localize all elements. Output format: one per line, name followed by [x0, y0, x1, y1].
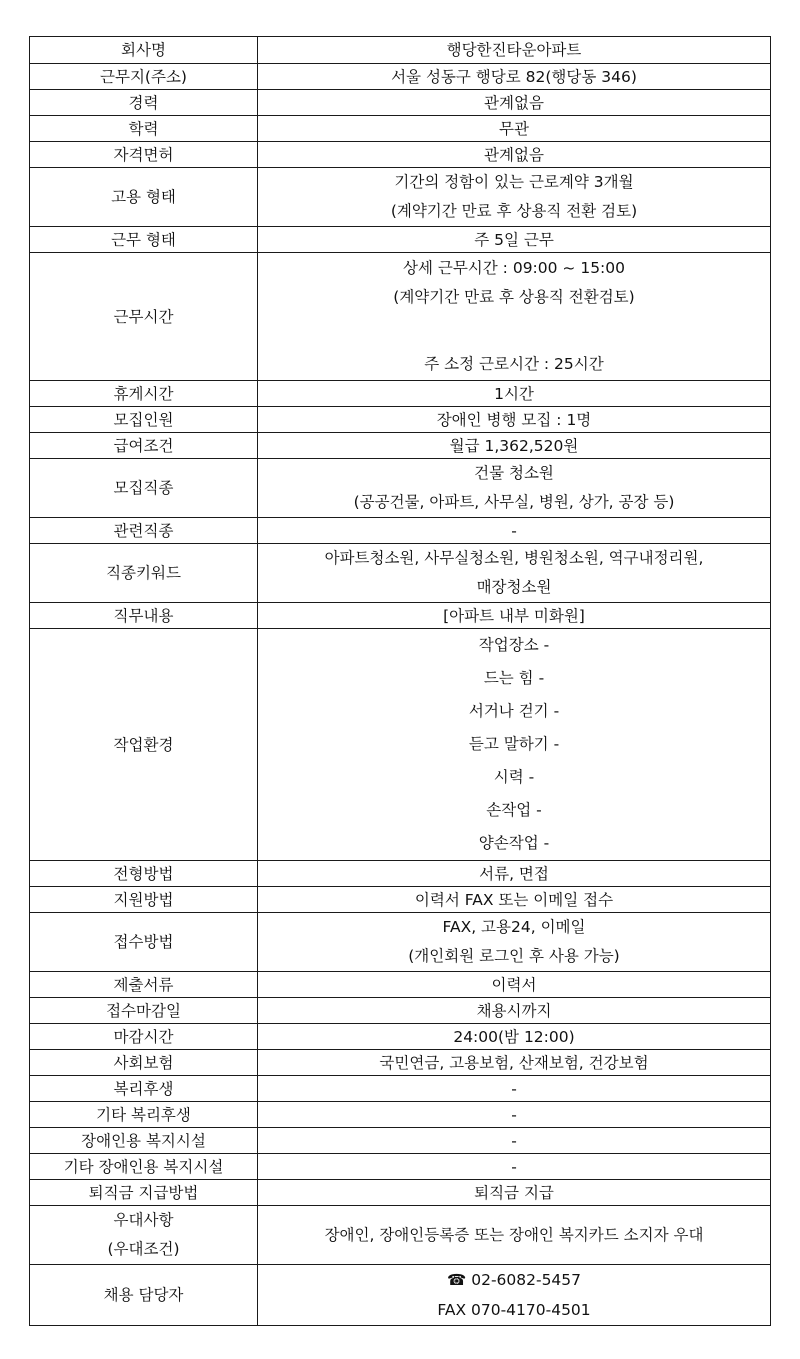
table-row: [30, 227, 771, 253]
blank-line: [262, 312, 766, 350]
value-line: 듣고 말하기 -: [468, 735, 560, 753]
row-label: 모집직종: [30, 459, 258, 518]
row-label: 근무지(주소): [30, 64, 258, 90]
row-value: 장애인 병행 모집 : 1명: [258, 407, 771, 433]
row-label: 채용 담당자: [30, 1265, 258, 1326]
label-line: 우대사항: [113, 1211, 174, 1229]
table-row: [30, 544, 771, 603]
row-label: 제출서류: [30, 972, 258, 998]
contact-phone-line: [262, 1265, 766, 1295]
table-row: [30, 913, 771, 972]
row-label: 기타 복리후생: [30, 1102, 258, 1128]
value-line: FAX, 고용24, 이메일: [442, 918, 586, 936]
row-label: 자격면허: [30, 142, 258, 168]
row-value: 이력서: [258, 972, 771, 998]
row-label: 접수방법: [30, 913, 258, 972]
row-value: [258, 913, 771, 972]
table-row: [30, 1206, 771, 1265]
row-value: 24:00(밤 12:00): [258, 1024, 771, 1050]
table-row: [30, 998, 771, 1024]
row-value: 무관: [258, 116, 771, 142]
table-row: [30, 168, 771, 227]
row-value: [258, 629, 771, 861]
table-row: [30, 1050, 771, 1076]
row-value: 서울 성동구 행당로 82(행당동 346): [258, 64, 771, 90]
row-value: 행당한진타운아파트: [258, 37, 771, 64]
row-label: 회사명: [30, 37, 258, 64]
table-row: [30, 459, 771, 518]
value-line: 시력 -: [493, 768, 535, 786]
value-line: 양손작업 -: [478, 834, 550, 852]
value-line: (개인회원 로그인 후 사용 가능): [408, 947, 620, 965]
value-line: 서거나 걷기 -: [468, 702, 560, 720]
table-row: [30, 1180, 771, 1206]
row-label: 지원방법: [30, 887, 258, 913]
row-label: 고용 형태: [30, 168, 258, 227]
row-label: 기타 장애인용 복지시설: [30, 1154, 258, 1180]
row-label: 경력: [30, 90, 258, 116]
table-row: [30, 1102, 771, 1128]
table-row: [30, 1128, 771, 1154]
value-line: 매장청소원: [476, 578, 552, 596]
row-value: -: [258, 518, 771, 544]
row-value: -: [258, 1076, 771, 1102]
table-row: [30, 64, 771, 90]
row-value: [아파트 내부 미화원]: [258, 603, 771, 629]
row-label: 장애인용 복지시설: [30, 1128, 258, 1154]
phone-number: 02-6082-5457: [471, 1271, 582, 1289]
table-row: [30, 1154, 771, 1180]
row-label: 작업환경: [30, 629, 258, 861]
table-row: [30, 1076, 771, 1102]
row-value: -: [258, 1154, 771, 1180]
row-value: 관계없음: [258, 90, 771, 116]
row-value: [258, 253, 771, 381]
value-line: 드는 힘 -: [483, 669, 545, 687]
phone-icon: ☎: [446, 1271, 467, 1289]
row-value: [258, 168, 771, 227]
value-line: (계약기간 만료 후 상용직 전환 검토): [390, 202, 638, 220]
value-line: 작업장소 -: [478, 636, 550, 654]
row-value: 이력서 FAX 또는 이메일 접수: [258, 887, 771, 913]
value-line: 손작업 -: [486, 801, 542, 819]
row-value: 국민연금, 고용보험, 산재보험, 건강보험: [258, 1050, 771, 1076]
table-row: [30, 629, 771, 861]
table-row: [30, 142, 771, 168]
value-line: (계약기간 만료 후 상용직 전환검토): [393, 288, 635, 306]
table-row: [30, 887, 771, 913]
row-label: 휴게시간: [30, 381, 258, 407]
table-row: [30, 861, 771, 887]
table-row: [30, 90, 771, 116]
row-value: [258, 1265, 771, 1326]
row-value: -: [258, 1128, 771, 1154]
row-value: 채용시까지: [258, 998, 771, 1024]
row-label: 근무시간: [30, 253, 258, 381]
row-label: 학력: [30, 116, 258, 142]
table-row: [30, 1265, 771, 1326]
row-label: 직종키워드: [30, 544, 258, 603]
value-line: 아파트청소원, 사무실청소원, 병원청소원, 역구내정리원,: [324, 549, 704, 567]
row-label: 직무내용: [30, 603, 258, 629]
table-row: [30, 603, 771, 629]
row-value: 장애인, 장애인등록증 또는 장애인 복지카드 소지자 우대: [258, 1206, 771, 1265]
table-row: [30, 433, 771, 459]
row-value: 관계없음: [258, 142, 771, 168]
row-value: 주 5일 근무: [258, 227, 771, 253]
row-label: 복리후생: [30, 1076, 258, 1102]
value-line: 건물 청소원: [474, 464, 554, 482]
value-line: 주 소정 근로시간 : 25시간: [424, 355, 604, 373]
row-value: 서류, 면접: [258, 861, 771, 887]
value-line: 상세 근무시간 : 09:00 ~ 15:00: [402, 259, 626, 277]
row-value: 1시간: [258, 381, 771, 407]
row-label: 근무 형태: [30, 227, 258, 253]
row-value: 퇴직금 지급: [258, 1180, 771, 1206]
row-label: 마감시간: [30, 1024, 258, 1050]
row-value: [258, 459, 771, 518]
value-line: 기간의 정함이 있는 근로계약 3개월: [394, 173, 634, 191]
contact-fax-line: FAX 070-4170-4501: [437, 1301, 591, 1319]
job-posting-table: [29, 36, 771, 1326]
table-row: [30, 1024, 771, 1050]
row-value: -: [258, 1102, 771, 1128]
label-line: (우대조건): [107, 1240, 180, 1258]
value-line: (공공건물, 아파트, 사무실, 병원, 상가, 공장 등): [353, 493, 675, 511]
table-row: [30, 407, 771, 433]
row-label: 사회보험: [30, 1050, 258, 1076]
row-value: 월급 1,362,520원: [258, 433, 771, 459]
table-row: [30, 37, 771, 64]
table-row: [30, 116, 771, 142]
row-label: [30, 1206, 258, 1265]
table-row: [30, 381, 771, 407]
row-value: [258, 544, 771, 603]
row-label: 모집인원: [30, 407, 258, 433]
row-label: 접수마감일: [30, 998, 258, 1024]
row-label: 퇴직금 지급방법: [30, 1180, 258, 1206]
table-row: [30, 972, 771, 998]
row-label: 전형방법: [30, 861, 258, 887]
table-row: [30, 253, 771, 381]
row-label: 급여조건: [30, 433, 258, 459]
row-label: 관련직종: [30, 518, 258, 544]
table-row: [30, 518, 771, 544]
